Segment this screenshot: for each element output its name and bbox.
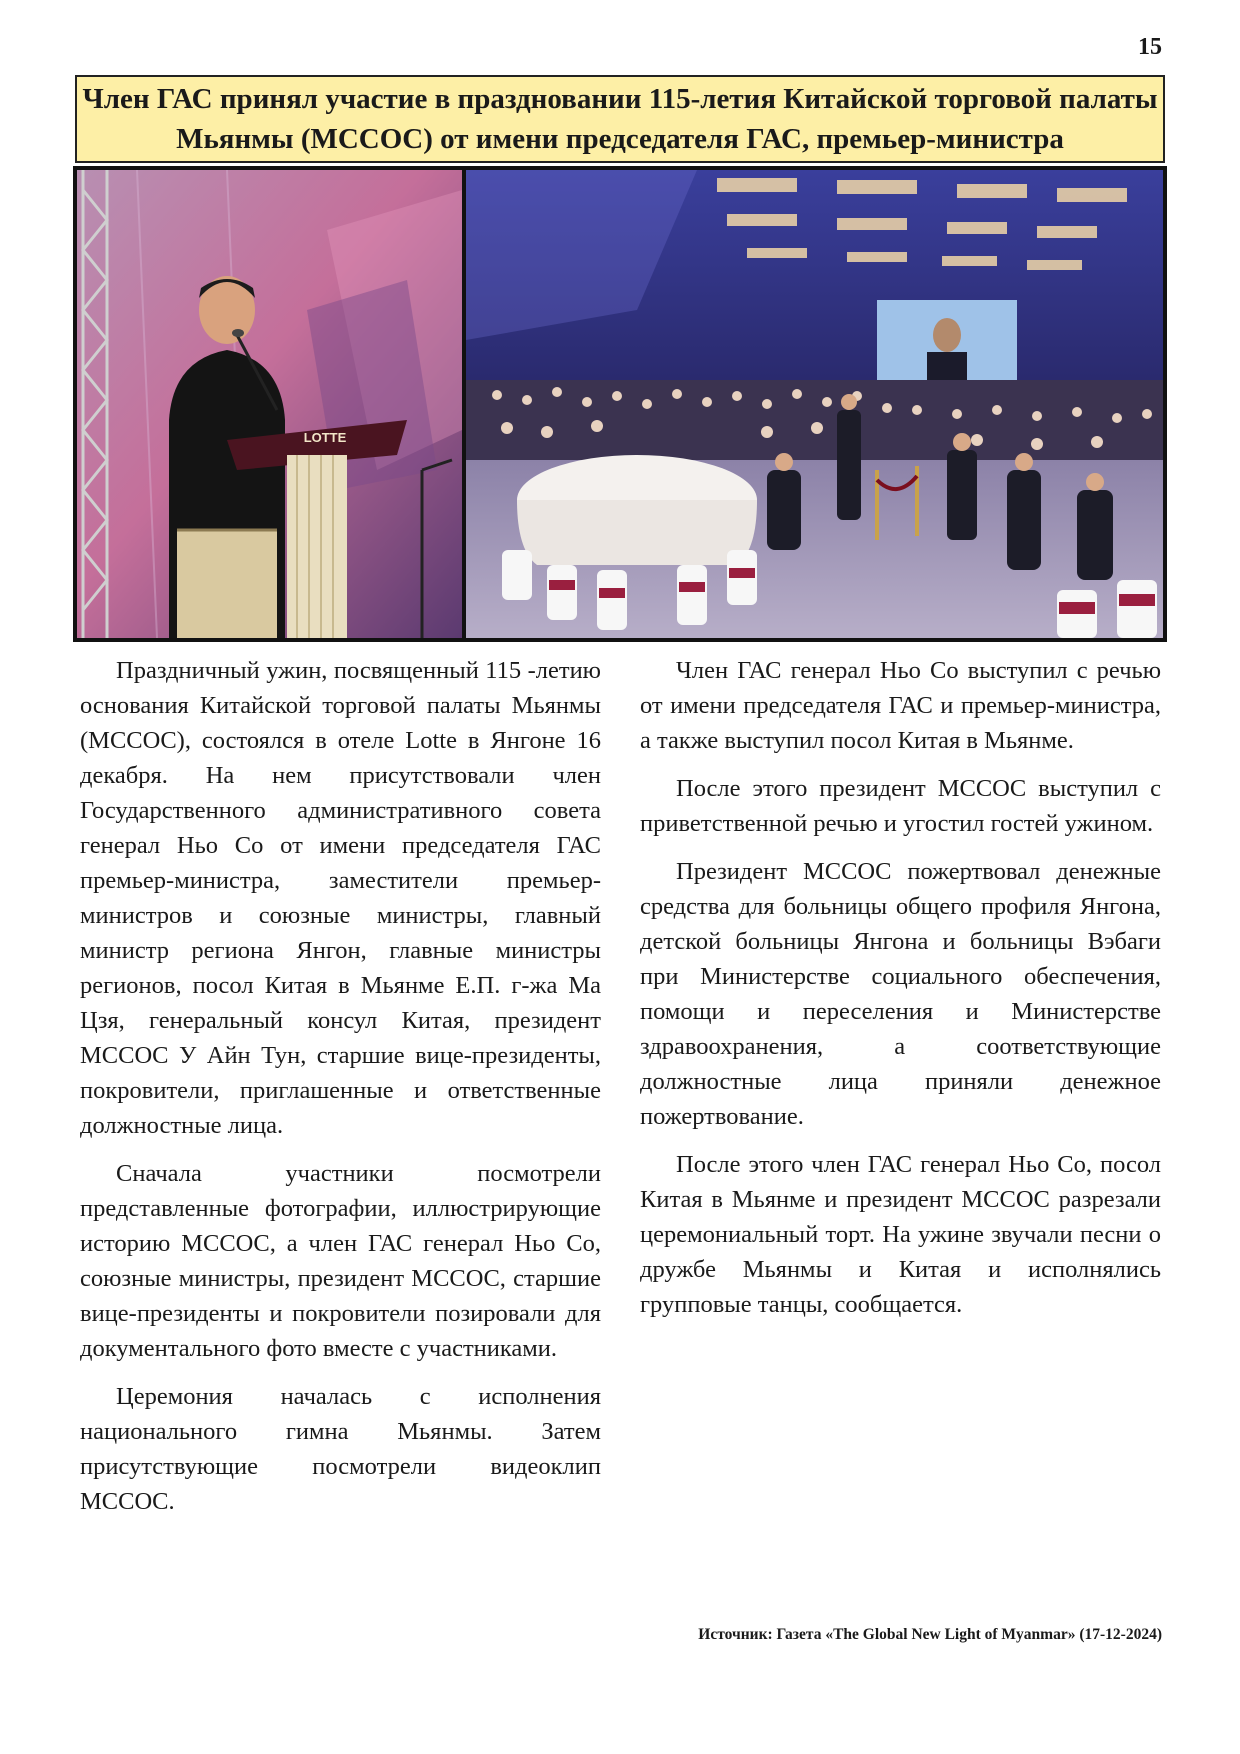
article-paragraph: Праздничный ужин, посвященный 115 -летию основания Китайской торговой палаты Мьянмы (MCCOC), состоялся в отеле Lotte в Янгоне 16 декабря. На нем присутствовали член Государственного административного совета генерал Ньо Со от имени председателя ГАС премьер-министра, заместители премьер-министров и союзные министры, главный министр региона Янгон, главные министры регионов, посол Китая в Мьянме Е.П. г-жа Ма Цзя, генеральный консул Китая, президент MCCOC У Айн Тун, старшие вице-президенты, покровители, приглашенные и ответственные должностные лица. [80, 657, 601, 1139]
podium-sign: LOTTE [303, 430, 347, 445]
photo-strip [73, 166, 1167, 642]
source-credit: Источник: Газета «The Global New Light of Myanmar» (17-12-2024) [698, 1626, 1162, 1643]
article-right-column [640, 653, 1161, 1335]
headline: Член ГАС принял участие в праздновании 115-летия Китайской торговой палаты Мьянмы (MCCOC) от имени председателя ГАС, премьер-министра [82, 83, 1158, 155]
article-left-column [80, 653, 601, 1532]
article-paragraph: После этого президент MCCOC выступил с приветственной речью и угостил гостей ужином. [640, 775, 1161, 837]
article-paragraph: Член ГАС генерал Ньо Со выступил с речью от имени председателя ГАС и премьер-министра, а также выступил посол Китая в Мьянме. [640, 657, 1161, 754]
banquet-photo [466, 170, 1163, 638]
event-photo-illustration [77, 170, 1163, 638]
headline-box [75, 75, 1165, 163]
page-number: 15 [1138, 34, 1162, 60]
article-paragraph: После этого член ГАС генерал Ньо Со, посол Китая в Мьянме и президент MCCOC разрезали церемониальный торт. На ужине звучали песни о дружбе Мьянмы и Китая и исполнялись групповые танцы, сообщается. [640, 1151, 1161, 1318]
speaker-photo [77, 170, 462, 638]
article-paragraph: Церемония началась с исполнения национального гимна Мьянмы. Затем присутствующие посмотрели видеоклип MCCOC. [80, 1383, 601, 1515]
article-paragraph: Сначала участники посмотрели представленные фотографии, иллюстрирующие историю MCCOC, а член ГАС генерал Ньо Со, союзные министры, президент MCCOC, старшие вице-президенты и покровители позировали для документального фото вместе с участниками. [80, 1160, 601, 1362]
article-paragraph: Президент MCCOC пожертвовал денежные средства для больницы общего профиля Янгона, детской больницы Янгона и больницы Вэбаги при Министерстве социального обеспечения, помощи и переселения и Министерстве здравоохранения, а соответствующие должностные лица приняли денежное пожертвование. [640, 858, 1161, 1130]
